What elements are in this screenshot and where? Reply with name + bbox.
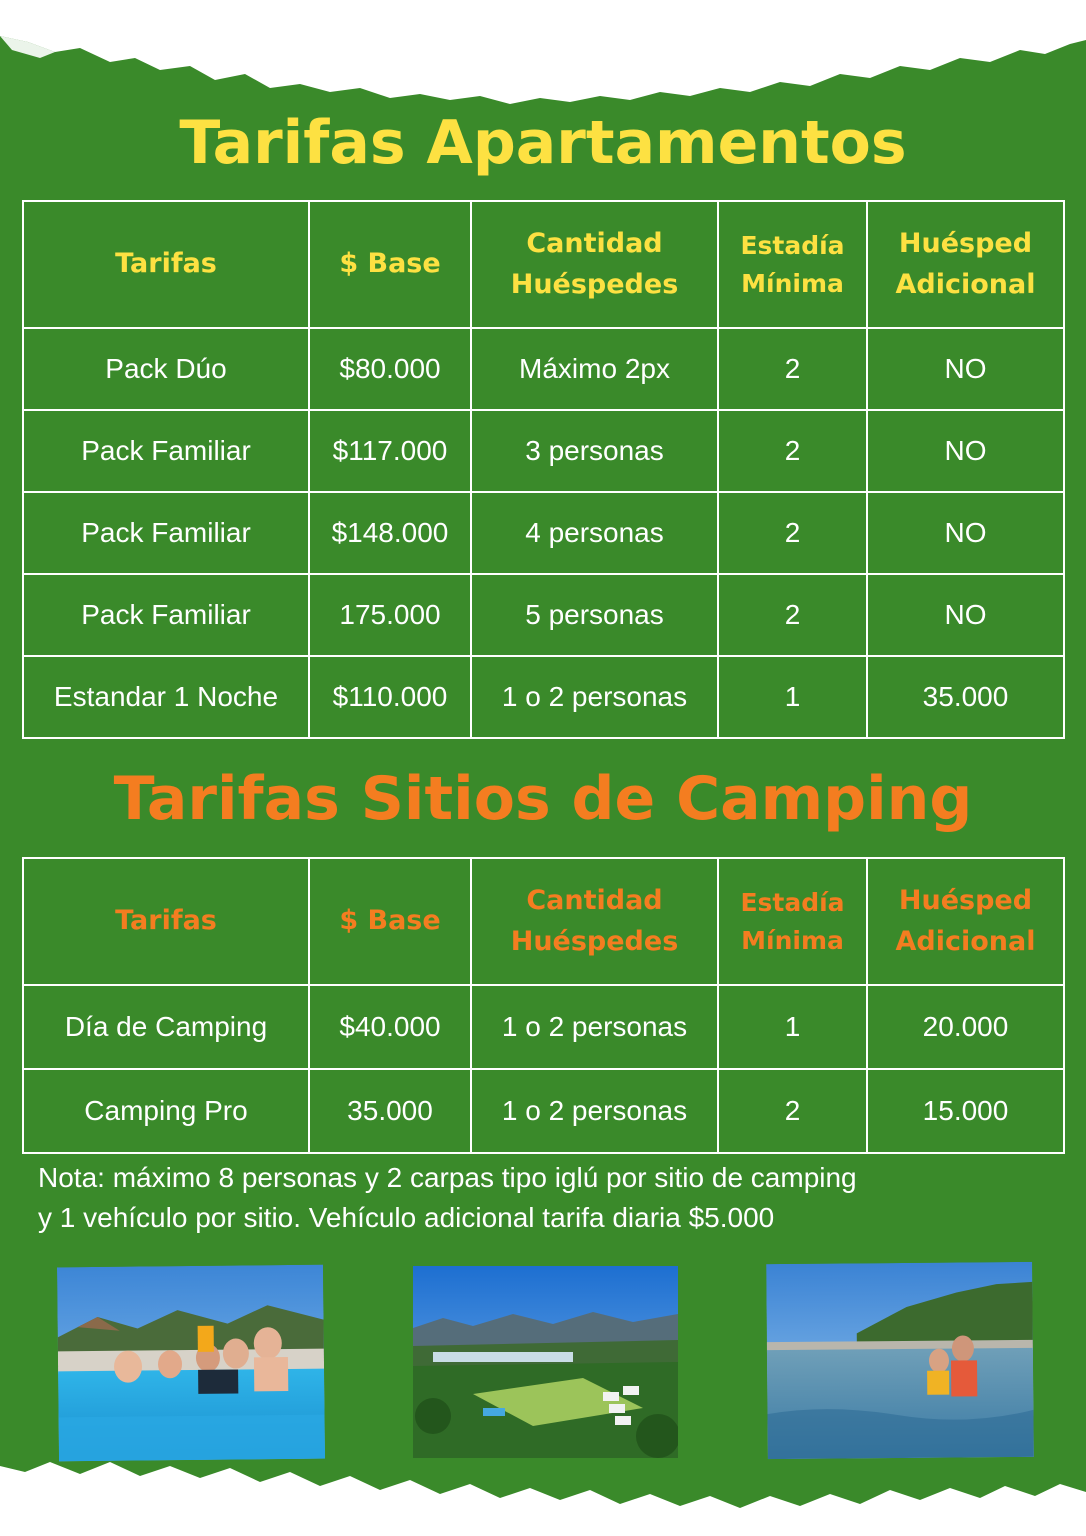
cell-base: $148.000 xyxy=(309,492,471,574)
table-row xyxy=(23,656,1064,738)
header-tarifas: Tarifas xyxy=(23,858,309,985)
cell-adicional: NO xyxy=(867,492,1064,574)
header-base: $ Base xyxy=(309,201,471,328)
cell-tarifa: Estandar 1 Noche xyxy=(23,656,309,738)
header-estadia-minima: Estadía Mínima xyxy=(718,858,867,985)
header-tarifas: Tarifas xyxy=(23,201,309,328)
header-estadia-minima: Estadía Mínima xyxy=(718,201,867,328)
photo-family-pool xyxy=(57,1265,325,1462)
apartments-title: Tarifas Apartamentos xyxy=(179,108,907,178)
table-row xyxy=(23,985,1064,1069)
table-row xyxy=(23,492,1064,574)
cell-tarifa: Pack Dúo xyxy=(23,328,309,410)
cell-base: 35.000 xyxy=(309,1069,471,1153)
table-row xyxy=(23,1069,1064,1153)
cell-huespedes: 4 personas xyxy=(471,492,718,574)
cell-tarifa: Camping Pro xyxy=(23,1069,309,1153)
cell-estadia: 1 xyxy=(718,656,867,738)
table-header-row xyxy=(23,201,1064,328)
cell-huespedes: 1 o 2 personas xyxy=(471,985,718,1069)
cell-huespedes: 1 o 2 personas xyxy=(471,1069,718,1153)
cell-base: $40.000 xyxy=(309,985,471,1069)
table-row xyxy=(23,574,1064,656)
cell-tarifa: Día de Camping xyxy=(23,985,309,1069)
cell-estadia: 2 xyxy=(718,492,867,574)
apartments-rates-table xyxy=(22,200,1065,739)
cell-tarifa: Pack Familiar xyxy=(23,492,309,574)
cell-adicional: 35.000 xyxy=(867,656,1064,738)
cell-estadia: 1 xyxy=(718,985,867,1069)
cell-base: $117.000 xyxy=(309,410,471,492)
header-base: $ Base xyxy=(309,858,471,985)
note-line-1: Nota: máximo 8 personas y 2 carpas tipo iglú por sitio de camping xyxy=(38,1162,857,1193)
cell-base: $110.000 xyxy=(309,656,471,738)
cell-estadia: 2 xyxy=(718,410,867,492)
cell-tarifa: Pack Familiar xyxy=(23,410,309,492)
cell-base: $80.000 xyxy=(309,328,471,410)
camping-title: Tarifas Sitios de Camping xyxy=(113,764,973,834)
cell-huespedes: 3 personas xyxy=(471,410,718,492)
camping-rates-table xyxy=(22,857,1065,1154)
cell-estadia: 2 xyxy=(718,328,867,410)
header-cantidad-huespedes: Cantidad Huéspedes xyxy=(471,858,718,985)
cell-huespedes: Máximo 2px xyxy=(471,328,718,410)
cell-adicional: 15.000 xyxy=(867,1069,1064,1153)
header-huesped-adicional: Huésped Adicional xyxy=(867,858,1064,985)
cell-estadia: 2 xyxy=(718,574,867,656)
header-cantidad-huespedes: Cantidad Huéspedes xyxy=(471,201,718,328)
photo-river xyxy=(766,1262,1034,1459)
table-header-row xyxy=(23,858,1064,985)
cell-adicional: NO xyxy=(867,574,1064,656)
cell-huespedes: 1 o 2 personas xyxy=(471,656,718,738)
cell-adicional: 20.000 xyxy=(867,985,1064,1069)
header-huesped-adicional: Huésped Adicional xyxy=(867,201,1064,328)
table-row xyxy=(23,328,1064,410)
photo-valley-view xyxy=(413,1266,678,1458)
note-line-2: y 1 vehículo por sitio. Vehículo adicional tarifa diaria $5.000 xyxy=(38,1202,775,1233)
table-row xyxy=(23,410,1064,492)
cell-adicional: NO xyxy=(867,410,1064,492)
cell-base: 175.000 xyxy=(309,574,471,656)
cell-huespedes: 5 personas xyxy=(471,574,718,656)
camping-note xyxy=(38,1158,1038,1238)
cell-adicional: NO xyxy=(867,328,1064,410)
cell-estadia: 2 xyxy=(718,1069,867,1153)
cell-tarifa: Pack Familiar xyxy=(23,574,309,656)
